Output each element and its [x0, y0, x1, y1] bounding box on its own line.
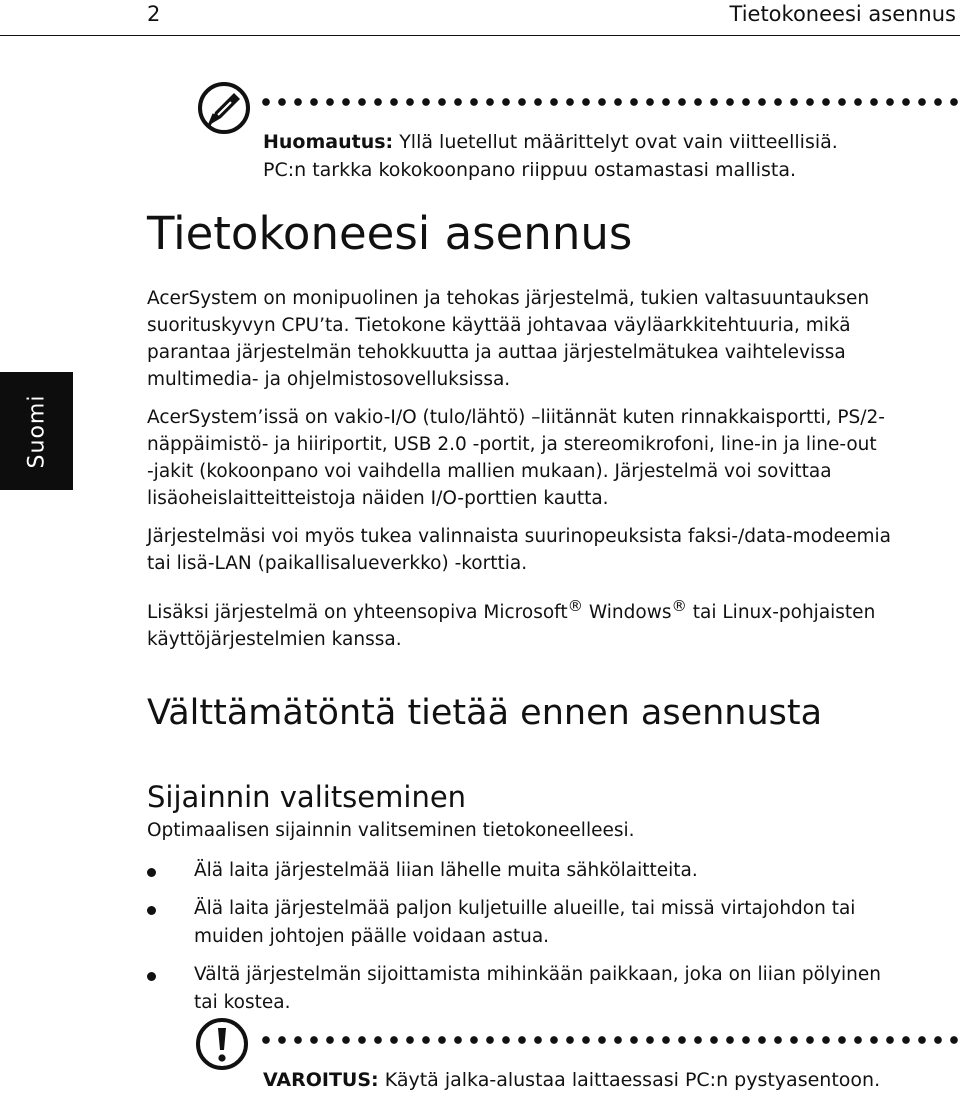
paragraph-4 [147, 593, 957, 653]
bullet-dot [147, 972, 156, 981]
paragraph-2-line-2: näppäimistö- ja hiiriportit, USB 2.0 -portit, ja stereomikrofoni, line-in ja line-out [147, 434, 877, 455]
note-line-1: Yllä luetellut määrittelyt ovat vain viitteellisiä. [399, 131, 838, 153]
paragraph-2-line-3: -jakit (kokoonpano voi vaihdella mallien mukaan). Järjestelmä voi sovittaa [147, 461, 832, 482]
note-text [263, 128, 838, 184]
warning-lead: VAROITUS: [263, 1069, 379, 1091]
paragraph-1-line-2: suorituskyvyn CPU’ta. Tietokone käyttää johtavaa väyläarkkitehtuuria, mikä [147, 315, 851, 336]
warning-dotted-rule [258, 1036, 958, 1044]
warning-text [263, 1066, 880, 1094]
paragraph-1-line-4: multimedia- ja ohjelmistosovelluksissa. [147, 369, 511, 390]
paragraph-1 [147, 285, 957, 393]
subsection-title: Sijainnin valitseminen [147, 780, 467, 814]
list-item-line: tai kostea. [194, 992, 291, 1013]
bullet-dot [147, 906, 156, 915]
list-item-line: Älä laita järjestelmää liian lähelle muita sähkölaitteita. [194, 860, 698, 881]
warning-message: Käytä jalka-alustaa laittaessasi PC:n pystyasentoon. [384, 1069, 881, 1091]
language-tab [0, 372, 73, 490]
text-windows: Windows [583, 602, 672, 624]
list-item [147, 895, 957, 951]
list-item-line: Älä laita järjestelmää paljon kuljetuille alueille, tai missä virtajohdon tai [194, 898, 856, 919]
note-dotted-rule [258, 98, 958, 106]
list-item-line: Vältä järjestelmän sijoittamista mihinkään paikkaan, joka on liian pölyinen [194, 964, 882, 985]
text-microsoft: Lisäksi järjestelmä on yhteensopiva Microsoft [147, 602, 568, 624]
list-item [147, 857, 957, 885]
note-line-2: PC:n tarkka kokokoonpano riippuu ostamastasi mallista. [263, 159, 797, 181]
paragraph-4-line-2: käyttöjärjestelmien kanssa. [147, 629, 402, 651]
list-item-line: muiden johtojen päälle voidaan astua. [194, 926, 550, 947]
note-lead: Huomautus: [263, 131, 394, 153]
paragraph-2 [147, 404, 957, 512]
bullet-dot [147, 868, 156, 877]
header-rule [0, 35, 960, 36]
paragraph-1-line-1: AcerSystem on monipuolinen ja tehokas järjestelmä, tukien valtasuuntauksen [147, 288, 870, 309]
subsection-intro: Optimaalisen sijainnin valitseminen tietokoneelleesi. [147, 820, 635, 841]
paragraph-3-line-1: Järjestelmäsi voi myös tukea valinnaista suurinopeuksista faksi-/data-modeemia [147, 526, 891, 547]
section-title-2: Välttämätöntä tietää ennen asennusta [147, 693, 823, 733]
pen-note-icon [196, 80, 252, 136]
paragraph-1-line-3: parantaa järjestelmän tehokkuutta ja auttaa järjestelmätukea vaihtelevissa [147, 342, 846, 363]
paragraph-3-line-2: tai lisä-LAN (paikallisalueverkko) -korttia. [147, 553, 528, 574]
paragraph-4-line-1 [147, 593, 957, 626]
text-linux: tai Linux-pohjaisten [686, 602, 876, 624]
language-tab-label: Suomi [24, 394, 50, 468]
registered-mark: ® [567, 597, 583, 615]
placement-bullets [147, 857, 957, 1017]
section-title: Tietokoneesi asennus [147, 207, 633, 260]
paragraph-2-line-4: lisäoheislaitteitteistoja näiden I/O-porttien kautta. [147, 488, 609, 509]
running-title: Tietokoneesi asennus [729, 2, 956, 26]
list-item [147, 961, 957, 1017]
paragraph-2-line-1: AcerSystem’issä on vakio-I/O (tulo/lähtö) –liitännät kuten rinnakkaisportti, PS/2- [147, 407, 885, 428]
exclamation-warning-icon [194, 1016, 250, 1072]
page-number: 2 [147, 2, 161, 26]
registered-mark: ® [671, 597, 687, 615]
paragraph-3 [147, 523, 957, 577]
